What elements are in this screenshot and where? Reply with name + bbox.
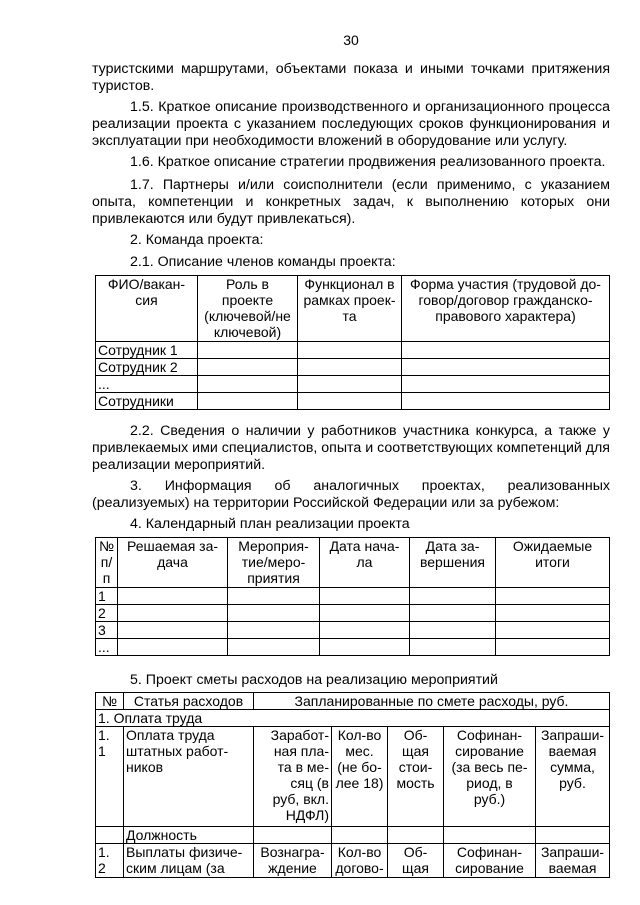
table-row <box>96 376 610 393</box>
budget-section-labor: 1. Оплата труда <box>96 710 610 727</box>
budget-cell-cofinancing: Софинан- сирование <box>444 844 536 878</box>
table-row <box>96 393 610 410</box>
paragraph-1-5: 1.5. Краткое описание производственного и организационного процесса реализации проекта с указанием последующих сроков функционирования и эксплуатации при необходимости вложений в оборудование или услугу. <box>92 99 610 149</box>
budget-table <box>95 692 610 878</box>
heading-team-members: 2.1. Описание членов команды проекта: <box>130 254 396 270</box>
calendar-plan-table <box>95 537 610 656</box>
budget-row-item: Выплаты физиче- ским лицам (за <box>124 844 254 878</box>
budget-cell-cofinancing: Софинан- сирование (за весь пе- риод, в руб.) <box>444 727 536 827</box>
budget-header-planned: Запланированные по смете расходы, руб. <box>254 693 610 710</box>
budget-cell-position: Должность <box>124 827 254 844</box>
team-cell-name: Сотрудник 2 <box>96 359 198 376</box>
plan-header-number: № п/ п <box>96 538 118 588</box>
plan-cell-number: ... <box>96 639 118 656</box>
budget-cell-monthly-salary: Заработ- ная пла- та в ме- сяц (в руб, вкл. НДФЛ) <box>254 727 332 827</box>
paragraph-1-6: 1.6. Краткое описание стратегии продвижения реализованного проекта. <box>130 154 606 170</box>
plan-header-task: Решаемая за- дача <box>118 538 228 588</box>
team-header-role: Роль в проекте (ключевой/не ключевой) <box>198 276 298 342</box>
table-row <box>96 727 610 827</box>
budget-cell-remuneration: Вознагра- ждение <box>254 844 332 878</box>
budget-header-item: Статья расходов <box>124 693 254 710</box>
plan-cell-number: 3 <box>96 622 118 639</box>
heading-budget: 5. Проект сметы расходов на реализацию мероприятий <box>130 672 498 688</box>
team-cell-name: ... <box>96 376 198 393</box>
budget-cell-contracts: Кол-во догово- <box>332 844 388 878</box>
team-cell-name: Сотрудник 1 <box>96 342 198 359</box>
table-row <box>96 639 610 656</box>
heading-calendar-plan: 4. Календарный план реализации проекта <box>130 516 410 532</box>
heading-team: 2. Команда проекта: <box>130 232 264 248</box>
budget-header-number: № <box>96 693 124 710</box>
plan-cell-number: 2 <box>96 605 118 622</box>
table-row <box>96 605 610 622</box>
budget-row-number: 1. 2 <box>96 844 124 878</box>
budget-row-item: Оплата труда штатных работ- ников <box>124 727 254 827</box>
team-header-function: Функционал в рамках проек- та <box>298 276 402 342</box>
table-row <box>96 588 610 605</box>
budget-cell-total: Об- щая <box>388 844 444 878</box>
paragraph-3: 3. Информация об аналогичных проектах, реализованных (реализуемых) на территории Российской Федерации или за рубежом: <box>92 478 610 511</box>
table-row <box>96 342 610 359</box>
budget-cell-requested: Запраши- ваемая <box>536 844 610 878</box>
team-header-participation: Форма участия (трудовой до- говор/договор гражданско- правового характера) <box>402 276 610 342</box>
table-row <box>96 359 610 376</box>
table-row <box>96 844 610 878</box>
budget-cell-months: Кол-во мес. (не бо- лее 18) <box>332 727 388 827</box>
paragraph-continuation: туристскими маршрутами, объектами показа и иными точками притяжения туристов. <box>92 61 610 94</box>
table-row <box>96 827 610 844</box>
team-header-name: ФИО/вакан- сия <box>96 276 198 342</box>
budget-row-number: 1. 1 <box>96 727 124 827</box>
plan-header-results: Ожидаемые итоги <box>496 538 610 588</box>
budget-cell-requested: Запраши- ваемая сумма, руб. <box>536 727 610 827</box>
budget-cell-total: Об- щая стои- мость <box>388 727 444 827</box>
table-row <box>96 622 610 639</box>
paragraph-2-2: 2.2. Сведения о наличии у работников участника конкурса, а также у привлекаемых ими специалистов, опыта и соответствующих компетенций для реализации мероприятий. <box>92 423 610 473</box>
paragraph-1-7: 1.7. Партнеры и/или соисполнители (если применимо, с указанием опыта, компетенции и конкретных задач, к выполнению которых они привлекаются или будут привлекаться). <box>92 177 610 227</box>
plan-header-activity: Мероприя- тие/меро- приятия <box>228 538 320 588</box>
team-table <box>95 275 610 410</box>
plan-header-start-date: Дата нача- ла <box>320 538 410 588</box>
team-cell-name: Сотрудники <box>96 393 198 410</box>
page-number: 30 <box>343 32 359 48</box>
plan-cell-number: 1 <box>96 588 118 605</box>
plan-header-end-date: Дата за- вершения <box>410 538 496 588</box>
